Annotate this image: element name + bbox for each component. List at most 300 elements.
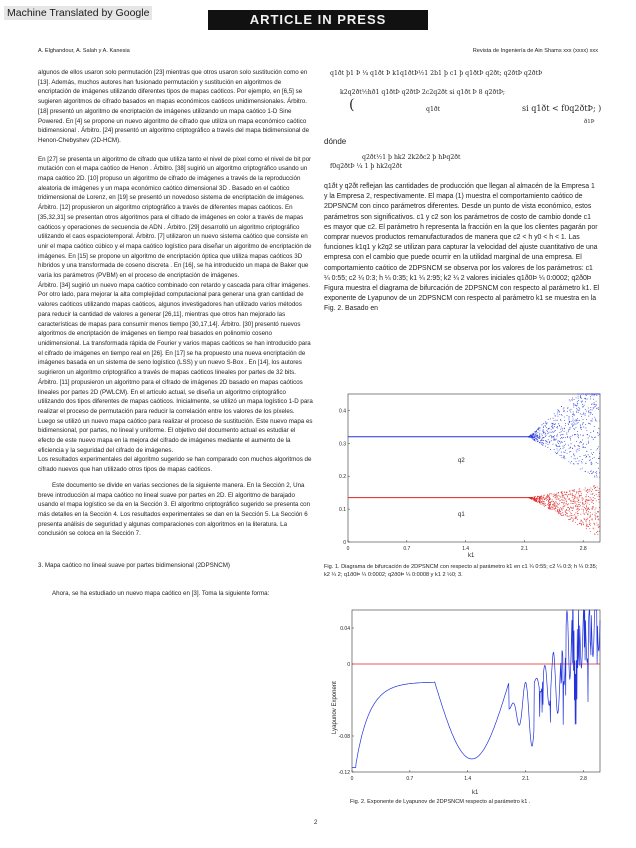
data-point: [590, 412, 591, 413]
data-point: [580, 441, 581, 442]
data-point: [569, 490, 570, 491]
data-point: [557, 449, 558, 450]
data-point: [581, 461, 582, 462]
data-point: [558, 511, 559, 512]
data-point: [579, 504, 580, 505]
data-point: [536, 433, 537, 434]
data-point: [574, 424, 575, 425]
data-point: [545, 497, 546, 498]
data-point: [597, 408, 598, 409]
data-point: [572, 521, 573, 522]
lyapunov-curve: [352, 610, 600, 768]
data-point: [570, 447, 571, 448]
data-point: [589, 410, 590, 411]
data-point: [547, 422, 548, 423]
data-point: [585, 399, 586, 400]
data-point: [566, 509, 567, 510]
data-point: [568, 519, 569, 520]
data-point: [594, 395, 595, 396]
data-point: [574, 491, 575, 492]
data-point: [599, 526, 600, 527]
data-point: [576, 451, 577, 452]
data-point: [564, 500, 565, 501]
data-point: [568, 424, 569, 425]
data-point: [583, 406, 584, 407]
data-point: [593, 528, 594, 529]
data-point: [581, 442, 582, 443]
data-point: [585, 503, 586, 504]
data-point: [581, 524, 582, 525]
data-point: [563, 448, 564, 449]
data-point: [542, 435, 543, 436]
data-point: [577, 458, 578, 459]
data-point: [558, 440, 559, 441]
data-point: [580, 425, 581, 426]
data-point: [553, 501, 554, 502]
data-point: [580, 434, 581, 435]
data-point: [578, 463, 579, 464]
data-point: [569, 410, 570, 411]
data-point: [562, 495, 563, 496]
data-point: [569, 511, 570, 512]
data-point: [559, 432, 560, 433]
data-point: [588, 496, 589, 497]
data-point: [588, 408, 589, 409]
data-point: [539, 498, 540, 499]
data-point: [560, 455, 561, 456]
data-point: [541, 434, 542, 435]
data-point: [589, 423, 590, 424]
data-point: [589, 491, 590, 492]
data-point: [575, 501, 576, 502]
data-point: [550, 504, 551, 505]
data-point: [594, 477, 595, 478]
data-point: [580, 514, 581, 515]
data-point: [588, 472, 589, 473]
data-point: [593, 500, 594, 501]
data-point: [592, 394, 593, 395]
x-tick-label: 0: [350, 776, 354, 782]
data-point: [596, 500, 597, 501]
data-point: [549, 505, 550, 506]
x-tick-label: 0: [346, 546, 350, 552]
data-point: [586, 430, 587, 431]
y-tick-label: 0: [343, 540, 346, 546]
data-point: [579, 408, 580, 409]
data-point: [578, 445, 579, 446]
data-point: [541, 496, 542, 497]
data-point: [596, 513, 597, 514]
data-point: [574, 496, 575, 497]
data-point: [575, 497, 576, 498]
data-point: [551, 507, 552, 508]
data-point: [568, 507, 569, 508]
data-point: [599, 458, 600, 459]
data-point: [584, 489, 585, 490]
data-point: [599, 519, 600, 520]
data-point: [540, 502, 541, 503]
data-point: [592, 514, 593, 515]
data-point: [577, 401, 578, 402]
paragraph: Árbitro. [11] propusieron un algoritmo para el cifrado de imágenes 2D basado en mapas caóticos lineales por partes 2D (PWLCM). En el artículo actual, se diseña un algoritmo criptográfico utilizando dos tipos diferentes de mapas caóticos. Inicialmente, se utilizó un mapa logístico 1-D para realizar el proceso de permutación para reducir la correlación entre los valores de los píxeles. Luego se utilizó un nuevo mapa caótico para realizar el proceso de sustitución. Este nuevo mapa es bidimensional, por partes, no lineal y uniforme. El objetivo del documento actual es estudiar el efecto de este nuevo mapa en la mejora del cifrado de imágenes mediante el aumento de la eficiencia y la seguridad del cifrado de imágenes.: [38, 378, 313, 454]
data-point: [557, 495, 558, 496]
data-point: [570, 438, 571, 439]
data-point: [546, 498, 547, 499]
data-point: [581, 520, 582, 521]
data-point: [586, 494, 587, 495]
data-point: [554, 439, 555, 440]
data-point: [549, 436, 550, 437]
data-point: [590, 497, 591, 498]
data-point: [562, 434, 563, 435]
data-point: [539, 436, 540, 437]
data-point: [578, 504, 579, 505]
data-point: [596, 523, 597, 524]
data-point: [580, 491, 581, 492]
data-point: [568, 430, 569, 431]
data-point: [575, 458, 576, 459]
data-point: [535, 431, 536, 432]
data-point: [576, 411, 577, 412]
data-point: [587, 526, 588, 527]
data-point: [578, 510, 579, 511]
data-point: [590, 459, 591, 460]
data-point: [556, 439, 557, 440]
data-point: [574, 445, 575, 446]
data-point: [574, 489, 575, 490]
data-point: [544, 501, 545, 502]
data-point: [578, 398, 579, 399]
data-point: [570, 400, 571, 401]
data-point: [575, 516, 576, 517]
data-point: [578, 515, 579, 516]
data-point: [582, 497, 583, 498]
data-point: [597, 448, 598, 449]
data-point: [561, 431, 562, 432]
data-point: [535, 435, 536, 436]
data-point: [545, 440, 546, 441]
data-point: [575, 505, 576, 506]
data-point: [563, 408, 564, 409]
data-point: [567, 515, 568, 516]
data-point: [541, 440, 542, 441]
data-point: [557, 452, 558, 453]
data-point: [590, 512, 591, 513]
data-point: [555, 430, 556, 431]
data-point: [542, 500, 543, 501]
data-point: [599, 434, 600, 435]
data-point: [539, 430, 540, 431]
plot-frame: [348, 394, 600, 542]
data-point: [551, 432, 552, 433]
data-point: [554, 494, 555, 495]
data-point: [584, 507, 585, 508]
data-point: [572, 414, 573, 415]
data-point: [583, 511, 584, 512]
data-point: [550, 501, 551, 502]
data-point: [593, 497, 594, 498]
data-point: [558, 495, 559, 496]
equation-number: ð1Þ: [584, 119, 595, 125]
data-point: [559, 509, 560, 510]
data-point: [542, 431, 543, 432]
data-point: [588, 508, 589, 509]
data-point: [532, 438, 533, 439]
data-point: [588, 411, 589, 412]
data-point: [581, 394, 582, 395]
data-point: [583, 435, 584, 436]
data-point: [544, 437, 545, 438]
data-point: [578, 493, 579, 494]
data-point: [573, 428, 574, 429]
data-point: [542, 438, 543, 439]
data-point: [543, 423, 544, 424]
data-point: [574, 405, 575, 406]
data-point: [550, 508, 551, 509]
data-point: [563, 437, 564, 438]
data-point: [558, 492, 559, 493]
equation-line: k2q2ðt½hð1 q1ðtÞ q2ðtÞ 2c2q2ðt si q1ðt Þ 8 q2ðtÞ;: [340, 89, 505, 96]
data-point: [593, 503, 594, 504]
data-point: [583, 513, 584, 514]
data-point: [576, 408, 577, 409]
data-point: [583, 506, 584, 507]
data-point: [581, 427, 582, 428]
data-point: [598, 458, 599, 459]
data-point: [534, 440, 535, 441]
data-point: [572, 507, 573, 508]
data-point: [544, 495, 545, 496]
data-point: [554, 503, 555, 504]
equation-definition: q2ðt½1 þ hk2 2k2ðc2 þ hÞq2ðt: [362, 154, 461, 161]
data-point: [556, 496, 557, 497]
data-point: [585, 508, 586, 509]
data-point: [561, 515, 562, 516]
data-point: [591, 491, 592, 492]
data-point: [561, 493, 562, 494]
data-point: [532, 435, 533, 436]
data-point: [552, 437, 553, 438]
data-point: [584, 447, 585, 448]
data-point: [587, 503, 588, 504]
data-point: [555, 420, 556, 421]
data-point: [579, 446, 580, 447]
data-point: [531, 499, 532, 500]
data-point: [571, 501, 572, 502]
data-point: [590, 414, 591, 415]
data-point: [574, 446, 575, 447]
data-point: [549, 509, 550, 510]
data-point: [554, 509, 555, 510]
data-point: [572, 495, 573, 496]
data-point: [597, 531, 598, 532]
data-point: [558, 498, 559, 499]
x-tick-label: 2.8: [579, 776, 587, 782]
data-point: [533, 499, 534, 500]
data-point: [573, 499, 574, 500]
data-point: [576, 421, 577, 422]
data-point: [562, 497, 563, 498]
data-point: [546, 443, 547, 444]
data-point: [572, 510, 573, 511]
data-point: [582, 394, 583, 395]
data-point: [571, 515, 572, 516]
data-point: [548, 495, 549, 496]
data-point: [555, 497, 556, 498]
data-point: [543, 445, 544, 446]
data-point: [580, 413, 581, 414]
data-point: [535, 500, 536, 501]
data-point: [550, 502, 551, 503]
data-point: [561, 434, 562, 435]
data-point: [548, 501, 549, 502]
data-point: [577, 434, 578, 435]
data-point: [589, 520, 590, 521]
data-point: [572, 497, 573, 498]
data-point: [533, 437, 534, 438]
page-number: 2: [314, 820, 318, 826]
data-point: [553, 432, 554, 433]
data-point: [582, 414, 583, 415]
data-point: [565, 514, 566, 515]
data-point: [535, 498, 536, 499]
data-point: [565, 437, 566, 438]
data-point: [599, 507, 600, 508]
data-point: [567, 492, 568, 493]
x-tick-label: 2.8: [579, 546, 587, 552]
data-point: [571, 443, 572, 444]
data-point: [596, 421, 597, 422]
data-point: [587, 492, 588, 493]
data-point: [596, 471, 597, 472]
data-point: [578, 396, 579, 397]
data-point: [593, 407, 594, 408]
data-point: [569, 416, 570, 417]
data-point: [549, 504, 550, 505]
data-point: [592, 506, 593, 507]
data-point: [578, 502, 579, 503]
data-point: [594, 495, 595, 496]
data-point: [577, 463, 578, 464]
data-point: [596, 462, 597, 463]
data-point: [596, 401, 597, 402]
data-point: [574, 458, 575, 459]
data-point: [561, 502, 562, 503]
data-point: [569, 498, 570, 499]
data-point: [560, 514, 561, 515]
data-point: [547, 442, 548, 443]
data-point: [579, 442, 580, 443]
data-point: [549, 442, 550, 443]
data-point: [590, 490, 591, 491]
data-point: [589, 528, 590, 529]
data-point: [578, 499, 579, 500]
data-point: [575, 434, 576, 435]
data-point: [581, 498, 582, 499]
data-point: [537, 499, 538, 500]
data-point: [564, 452, 565, 453]
data-point: [572, 518, 573, 519]
data-point: [545, 421, 546, 422]
data-point: [588, 441, 589, 442]
data-point: [559, 411, 560, 412]
data-point: [555, 508, 556, 509]
data-point: [541, 424, 542, 425]
data-point: [574, 399, 575, 400]
data-point: [540, 428, 541, 429]
data-point: [583, 427, 584, 428]
data-point: [575, 494, 576, 495]
data-point: [557, 442, 558, 443]
data-point: [598, 512, 599, 513]
data-point: [549, 494, 550, 495]
data-point: [585, 415, 586, 416]
data-point: [557, 499, 558, 500]
data-point: [598, 494, 599, 495]
data-point: [594, 498, 595, 499]
data-point: [554, 435, 555, 436]
data-point: [541, 444, 542, 445]
data-point: [593, 394, 594, 395]
section-title: 3. Mapa caótico no lineal suave por partes bidimensional (2DPSNCM): [38, 562, 230, 570]
data-point: [580, 397, 581, 398]
data-point: [564, 458, 565, 459]
data-point: [561, 414, 562, 415]
data-point: [549, 428, 550, 429]
data-point: [575, 522, 576, 523]
data-point: [573, 407, 574, 408]
data-point: [566, 494, 567, 495]
data-point: [593, 404, 594, 405]
data-point: [599, 488, 600, 489]
data-point: [540, 496, 541, 497]
data-point: [564, 407, 565, 408]
data-point: [562, 493, 563, 494]
data-point: [560, 511, 561, 512]
data-point: [582, 499, 583, 500]
data-point: [578, 400, 579, 401]
data-point: [540, 503, 541, 504]
data-point: [597, 525, 598, 526]
data-point: [594, 437, 595, 438]
paragraph: Árbitro. [34] sugirió un nuevo mapa caótico combinado con retardo y cascada para cifrar imágenes. Por otro lado, para mejorar la alta complejidad computacional para generar una gran cantidad de valores caóticos utilizando mapas caóticos, algunos investigadores han utilizado varios métodos para reducir la cantidad de valores a generar [26,11], mientras que otros han mejorado las características de mapas para consumir menos tiempo [30,17,14]. Árbitro. [30] presentó nuevos algoritmos de encriptación de imágenes en tiempo real basados en polinomio coseno unidimensional. La transformada rápida de Fourier y varios mapas caóticos se han introducido para el cifrado de imágenes en tiempo real en [26]. En [17] se ha propuesto una nueva encriptación de imágenes basada en un sistema de seno logístico (LSS) y un nuevo S-Box . En [14], los autores sugirieron un algoritmo criptográfico a través de mapas caóticos lineales por partes de 32 bits.: [38, 281, 311, 377]
data-point: [599, 477, 600, 478]
data-point: [539, 501, 540, 502]
data-point: [563, 503, 564, 504]
data-point: [538, 428, 539, 429]
data-point: [559, 503, 560, 504]
data-point: [559, 441, 560, 442]
data-point: [559, 449, 560, 450]
data-point: [542, 442, 543, 443]
data-point: [541, 501, 542, 502]
data-point: [584, 514, 585, 515]
data-point: [553, 503, 554, 504]
data-point: [592, 508, 593, 509]
equation-definition: f0q2ðtÞ ¼ 1 þ hk2q2ðt: [330, 163, 403, 170]
data-point: [593, 486, 594, 487]
data-point: [536, 434, 537, 435]
data-point: [544, 504, 545, 505]
data-point: [554, 506, 555, 507]
data-point: [552, 507, 553, 508]
data-point: [554, 424, 555, 425]
data-point: [577, 498, 578, 499]
data-point: [557, 497, 558, 498]
data-point: [563, 452, 564, 453]
data-point: [597, 432, 598, 433]
data-point: [554, 502, 555, 503]
